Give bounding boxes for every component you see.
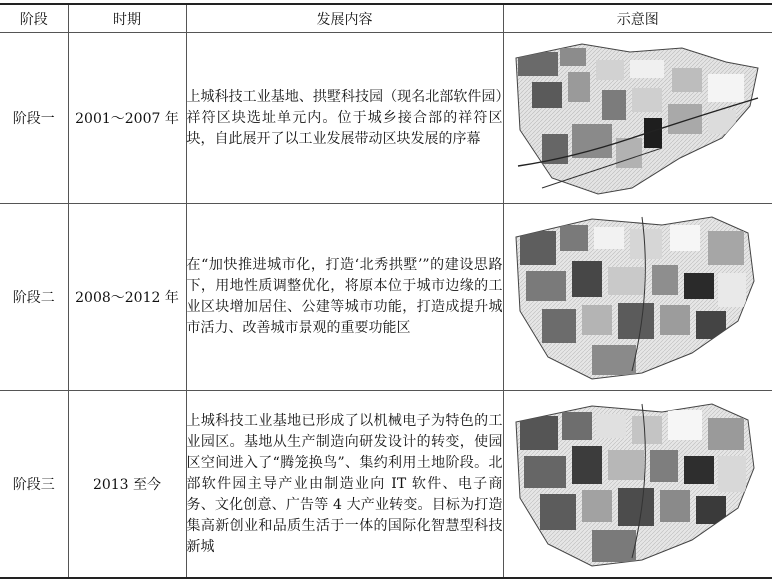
period-cell: 2001～2007 年 <box>68 33 186 204</box>
stage-cell: 阶段一 <box>0 33 68 204</box>
stage-2-map-image <box>512 211 764 383</box>
table-row <box>0 391 772 579</box>
stage-cell: 阶段三 <box>0 391 68 579</box>
diagram-cell <box>503 33 772 204</box>
development-stages-table <box>0 3 772 579</box>
header-period: 时期 <box>68 4 186 33</box>
table-row <box>0 204 772 391</box>
stage-3-map-image <box>512 398 764 570</box>
header-row <box>0 4 772 33</box>
period-cell: 2013 至今 <box>68 391 186 579</box>
header-content: 发展内容 <box>186 4 503 33</box>
header-diagram: 示意图 <box>503 4 772 33</box>
header-stage: 阶段 <box>0 4 68 33</box>
stage-1-map-image <box>512 38 764 198</box>
diagram-cell <box>503 204 772 391</box>
stage-cell: 阶段二 <box>0 204 68 391</box>
content-cell: 上城科技工业基地、拱墅科技园（现名北部软件园）祥符区块选址单元内。位于城乡接合部的祥符区块，自此展开了以工业发展带动区块发展的序幕 <box>186 33 503 204</box>
content-cell: 在“加快推进城市化，打造‘北秀拱墅’”的建设思路下，用地性质调整优化，将原本位于城市边缘的工业区块增加居住、公建等城市功能，打造成提升城市活力、改善城市景观的重要功能区 <box>186 204 503 391</box>
period-cell: 2008～2012 年 <box>68 204 186 391</box>
table-row <box>0 33 772 204</box>
content-cell: 上城科技工业基地已形成了以机械电子为特色的工业园区。基地从生产制造向研发设计的转变，使园区空间进入了“腾笼换鸟”、集约利用土地阶段。北部软件园主导产业由制造业向 IT 软件、电子商务、文化创意、广告等 4 大产业转变。目标为打造集高新创业和品质生活于一体的国际化智慧型科技新城 <box>186 391 503 579</box>
diagram-cell <box>503 391 772 579</box>
